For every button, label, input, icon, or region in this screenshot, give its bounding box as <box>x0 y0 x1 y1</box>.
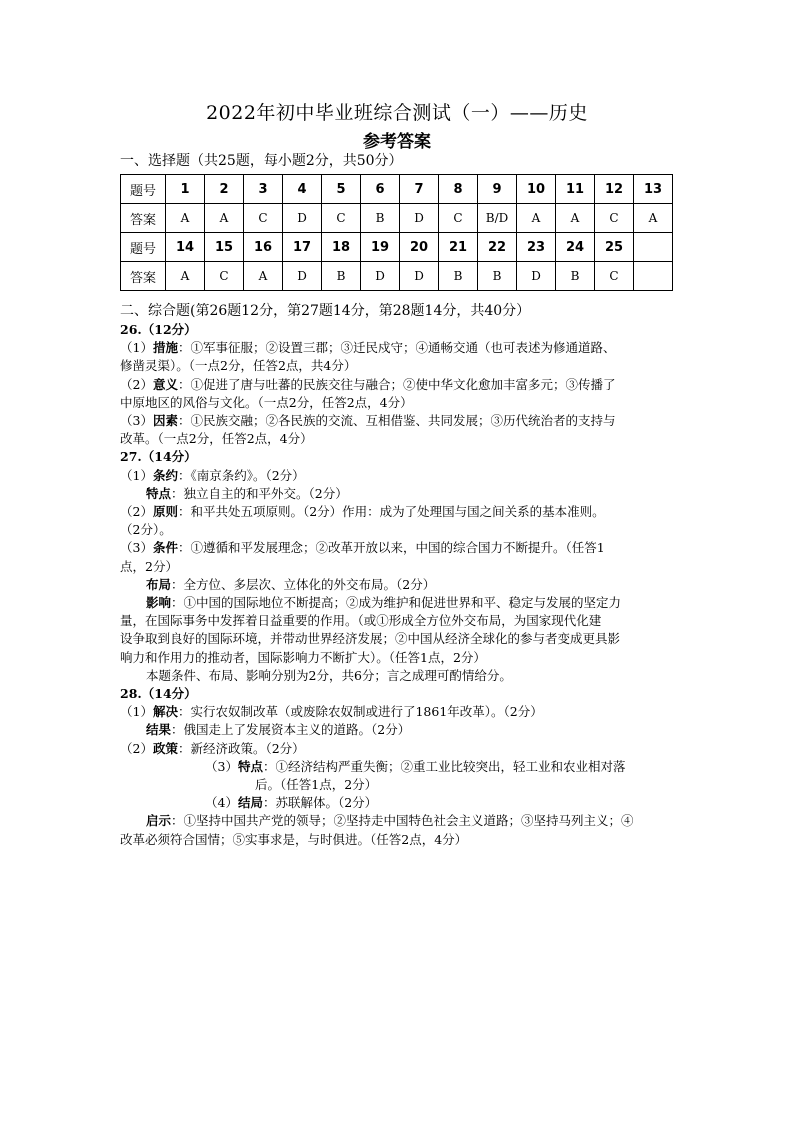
answer-cell: B <box>361 204 400 233</box>
question-number-cell <box>634 233 673 262</box>
answer-cell: D <box>283 204 322 233</box>
answer-cell: A <box>166 204 205 233</box>
q27-line: （1）条约：《南京条约》。（2分） <box>120 467 305 483</box>
q28-line: （2）政策：新经济政策。（2分） <box>120 740 305 756</box>
question-number-row <box>121 233 673 262</box>
q28-line: 后。（任答1点，2分） <box>255 777 378 793</box>
q28-title: 28.（14分） <box>120 686 197 702</box>
answer-cell: B/D <box>478 204 517 233</box>
q27-line: 布局：全方位、多层次、立体化的外交布局。（2分） <box>146 576 436 592</box>
q26-line: 改革。（一点2分，任答2点，4分） <box>120 431 313 447</box>
question-number-cell: 17 <box>283 233 322 262</box>
q27-line: 设争取到良好的国际环境，并带动世界经济发展；②中国从经济全球化的参与者变成更具影 <box>120 631 621 647</box>
answer-cell: B <box>439 262 478 291</box>
answer-body <box>120 321 680 849</box>
page-title: 2022年初中毕业班综合测试（一）——历史 <box>206 102 588 124</box>
q27-line: 点，2分） <box>120 558 178 574</box>
question-number-cell: 23 <box>517 233 556 262</box>
q26-line: （2）意义：①促进了唐与吐蕃的民族交往与融合；②使中华文化愈加丰富多元；③传播了 <box>120 376 616 392</box>
question-number-row <box>121 175 673 204</box>
q26-title: 26.（12分） <box>120 322 197 337</box>
q27-line: 响力和作用力的推动者，国际影响力不断扩大）。（任答1点，2分） <box>120 649 486 665</box>
section1-heading: 一、选择题（共25题，每小题2分，共50分） <box>120 153 403 169</box>
answer-cell: B <box>478 262 517 291</box>
answer-cell: A <box>517 204 556 233</box>
row-label: 题号 <box>121 233 166 262</box>
row-label: 答案 <box>121 204 166 233</box>
answer-cell: C <box>205 262 244 291</box>
q26-line: 修凿灵渠）。（一点2分，任答2点，共4分） <box>120 358 357 374</box>
question-number-cell: 9 <box>478 175 517 204</box>
answer-row <box>121 204 673 233</box>
q28-line: （1）解决：实行农奴制改革（或废除农奴制或进行了1861年改革）。（2分） <box>120 704 543 720</box>
answer-cell: A <box>205 204 244 233</box>
q26-line: （3）因素：①民族交融；②各民族的交流、互相借鉴、共同发展；③历代统治者的支持与 <box>120 413 616 429</box>
question-number-cell: 10 <box>517 175 556 204</box>
answer-cell: B <box>322 262 361 291</box>
page-subtitle: 参考答案 <box>363 132 431 152</box>
answer-cell: D <box>400 262 439 291</box>
question-number-cell: 3 <box>244 175 283 204</box>
q27-line: 量，在国际事务中发挥着日益重要的作用。（或①形成全方位外交布局，为国家现代化建 <box>120 613 602 629</box>
answer-cell: D <box>361 262 400 291</box>
question-number-cell: 21 <box>439 233 478 262</box>
question-number-cell: 7 <box>400 175 439 204</box>
question-number-cell: 4 <box>283 175 322 204</box>
answer-cell: C <box>244 204 283 233</box>
answer-cell: C <box>595 262 634 291</box>
answer-row <box>121 262 673 291</box>
answer-cell: A <box>244 262 283 291</box>
q26-line: 中原地区的风俗与文化。（一点2分，任答2点，4分） <box>120 394 413 410</box>
question-number-cell: 11 <box>556 175 595 204</box>
question-number-cell: 12 <box>595 175 634 204</box>
answer-cell: A <box>556 204 595 233</box>
q27-line: 特点：独立自主的和平外交。（2分） <box>146 485 348 501</box>
question-number-cell: 8 <box>439 175 478 204</box>
answer-cell <box>634 262 673 291</box>
q28-line: 改革必须符合国情；⑤实事求是，与时俱进。（任答2点，4分） <box>120 831 468 847</box>
answer-cell: B <box>556 262 595 291</box>
question-number-cell: 24 <box>556 233 595 262</box>
question-number-cell: 25 <box>595 233 634 262</box>
answer-table <box>120 174 673 291</box>
answer-cell: A <box>166 262 205 291</box>
q28-line: 启示：①坚持中国共产党的领导；②坚持走中国特色社会主义道路；③坚持马列主义；④ <box>146 813 634 829</box>
question-number-cell: 14 <box>166 233 205 262</box>
question-number-cell: 5 <box>322 175 361 204</box>
q27-line: 影响：①中国的国际地位不断提高；②成为维护和促进世界和平、稳定与发展的坚定力 <box>146 595 622 611</box>
question-number-cell: 1 <box>166 175 205 204</box>
q27-line: （2分）。 <box>120 522 172 538</box>
question-number-cell: 6 <box>361 175 400 204</box>
question-number-cell: 15 <box>205 233 244 262</box>
q28-line: （3）特点：①经济结构严重失衡；②重工业比较突出，轻工业和农业相对落 <box>205 758 626 774</box>
question-number-cell: 18 <box>322 233 361 262</box>
q27-line: 本题条件、布局、影响分别为2分，共6分；言之成理可酌情给分。 <box>146 667 512 683</box>
question-number-cell: 13 <box>634 175 673 204</box>
q27-line: （2）原则：和平共处五项原则。（2分）作用：成为了处理国与国之间关系的基本准则。 <box>120 504 605 520</box>
answer-cell: D <box>517 262 556 291</box>
row-label: 题号 <box>121 175 166 204</box>
question-number-cell: 2 <box>205 175 244 204</box>
row-label: 答案 <box>121 262 166 291</box>
question-number-cell: 16 <box>244 233 283 262</box>
q27-line: （3）条件：①遵循和平发展理念；②改革开放以来，中国的综合国力不断提升。（任答1 <box>120 540 605 556</box>
question-number-cell: 22 <box>478 233 517 262</box>
q27-title: 27.（14分） <box>120 449 197 465</box>
section2-heading: 二、综合题(第26题12分，第27题14分，第28题14分，共40分） <box>120 303 531 319</box>
answer-cell: A <box>634 204 673 233</box>
question-number-cell: 20 <box>400 233 439 262</box>
answer-cell: C <box>595 204 634 233</box>
q28-line: （4）结局：苏联解体。（2分） <box>205 795 378 811</box>
q28-line: 结果：俄国走上了发展资本主义的道路。（2分） <box>146 722 411 738</box>
q26-line: （1）措施：①军事征服；②设置三郡；③迁民戍守；④通畅交通（也可表述为修通道路、 <box>120 340 616 356</box>
answer-cell: D <box>283 262 322 291</box>
answer-cell: C <box>322 204 361 233</box>
answer-cell: D <box>400 204 439 233</box>
question-number-cell: 19 <box>361 233 400 262</box>
answer-cell: C <box>439 204 478 233</box>
